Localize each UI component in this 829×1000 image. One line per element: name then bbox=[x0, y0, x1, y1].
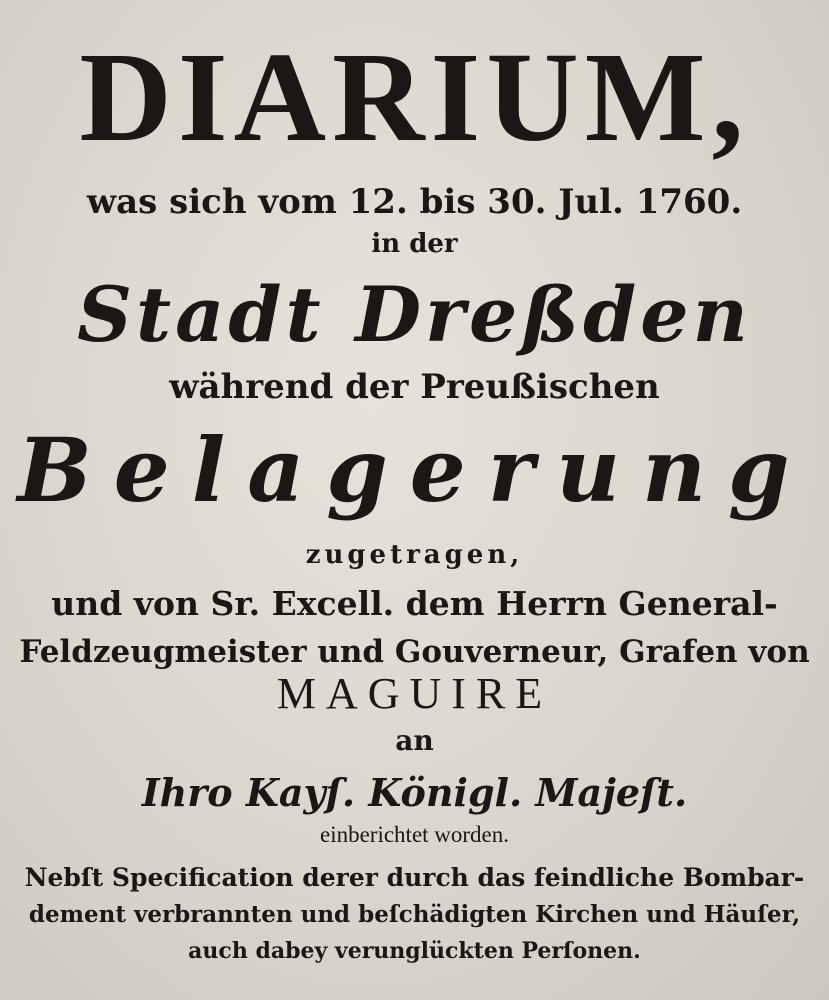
title: DIARIUM, bbox=[79, 26, 750, 168]
specification-line-2: dement verbrannten und beſchädigten Kirchen und Häuſer, bbox=[28, 901, 801, 928]
by-line-1: und von Sr. Excell. dem Herrn General- bbox=[51, 584, 778, 623]
specification-line-3: auch dabey verunglückten Perſonen. bbox=[188, 938, 641, 964]
reported-line: einberichtet worden. bbox=[319, 822, 510, 847]
city-heading: Stadt Dreßden bbox=[77, 270, 752, 359]
specification-line-1: Nebſt Specification derer durch das feindliche Bombar- bbox=[24, 863, 805, 892]
in-der-line: in der bbox=[371, 229, 458, 259]
siege-heading: Belagerung bbox=[17, 418, 812, 522]
majesty-line: Ihro Kayſ. Königl. Majeſt. bbox=[141, 770, 688, 815]
by-line-2: Feldzeugmeister und Gouverneur, Grafen von bbox=[19, 634, 810, 670]
occurred-line: zugetragen, bbox=[305, 540, 524, 570]
during-line: während der Preußischen bbox=[169, 367, 660, 407]
subtitle-dates: was sich vom 12. bis 30. Jul. 1760. bbox=[86, 182, 743, 222]
name-heading: MAGUIRE bbox=[276, 669, 553, 718]
to-line: an bbox=[395, 724, 434, 757]
